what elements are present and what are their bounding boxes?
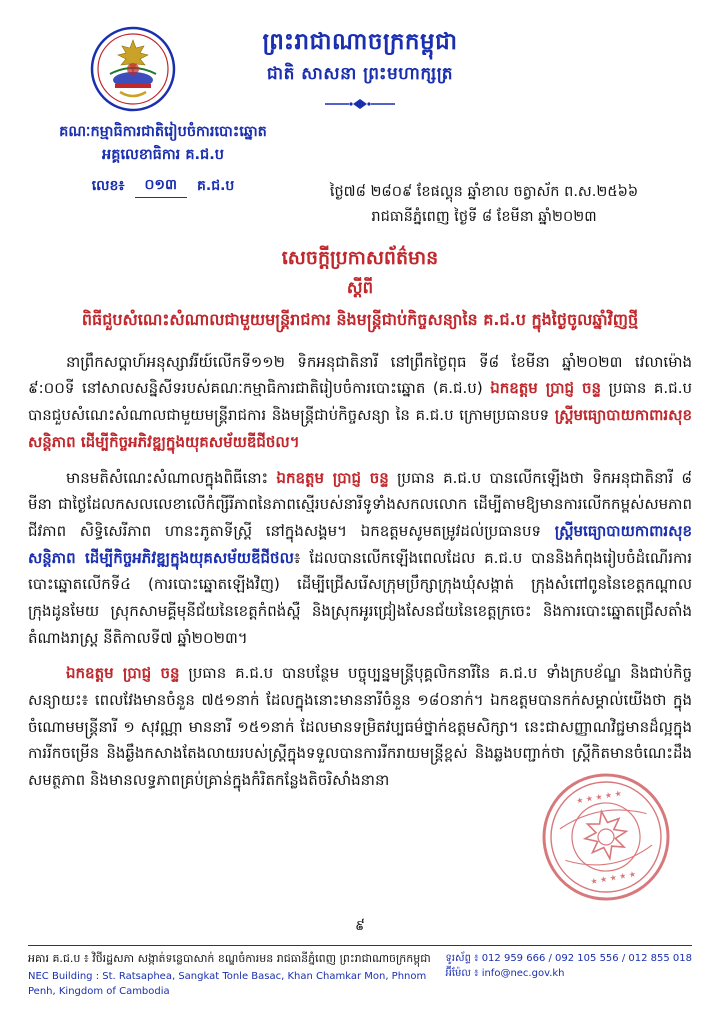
- body-paragraph: [28, 660, 692, 793]
- document-header: [28, 14, 692, 225]
- page-number: ៩: [355, 918, 365, 934]
- footer-divider: [28, 945, 692, 946]
- paragraph-text: នាព្រឹកសប្តាហ៍អនុស្សាវរីយ៍លើកទី១១២ ទិកអនុជាតិនារី នៅព្រឹកថ្ងៃពុធ ទី៨ ខែមីនា ឆ្នាំ២០២៣ វេលាម៉ោង ៩:០០ទី នៅសាលសន្និសីទរបស់គណៈកម្មាធិការជាតិរៀបចំការបោះឆ្នោត (គ.ជ.ប): [28, 352, 692, 398]
- paragraph-text: ប្រធាន គ.ជ.ប បានជួបសំណេះសំណាលជាមួយមន្ត្រីរាជការ និងមន្ត្រីជាប់កិច្ចសន្យា នៃ គ.ជ.ប ក្រោមប្រធានបទ: [28, 379, 692, 425]
- paragraph-text: ប្រធាន គ.ជ.ប បានលើកឡើងថា ទិកអនុជាតិនារី ៨ មីនា ជាថ្ងៃដែលកសលលេខាលើកំព្សីរីភាពនៃភាពស្មើរបស់នារីទូទាំងសកលលោក ដើម្បីតាមឱ្យមានការលើកកម្ពស់សមភាពជីវភាព សិទ្ធិសេរីភាព ហានះភូតាទីស្ត្រី នៅក្នុងសង្គម។ ឯកឧត្តមសូមតម្រូវដល់ប្រធានបទ: [28, 468, 693, 540]
- footer-phone: [446, 951, 692, 966]
- footer-phone-value: 012 959 666 / 092 105 556 / 012 855 018: [481, 952, 692, 964]
- emphasized-text: ឯកឧត្តម ប្រាជ្ញ ចន្ទ: [66, 664, 180, 683]
- national-motto: ជាតិ សាសនា ព្រះមហាក្សត្រ: [266, 63, 454, 84]
- document-number-label: លេខ៖: [91, 178, 125, 195]
- emphasized-text: ឯកឧត្តម ប្រាជ្ញ ចន្ទ: [490, 379, 602, 398]
- footer-email-value[interactable]: info@nec.gov.kh: [481, 967, 565, 979]
- document-number-row: [28, 175, 298, 198]
- footer-phone-label: ទូរស័ព្ទ ៖: [445, 952, 479, 964]
- paragraph-text: ប្រធាន គ.ជ.ប បានបន្ថែម បច្ចុប្បន្នមន្ត្រីបុគ្គលិកនារីនៃ គ.ជ.ប ទាំងក្របខ័ណ្ឌ និងជាប់កិច្ចសន្យាយះ៖ ពេលវែងមានចំនួន ៧៥១នាក់ ដែលក្នុងនោះមាននារីចំនួន ១៨០នាក់។ ឯកឧត្តមបានកក់សម្គាល់យើងថា ក្នុងចំណោមមន្ត្រីនារី ១ សុវណ្ណា មាននារី ១៥១នាក់ ដែលមានទម្រិតវប្បធម៌ថ្នាក់ឧត្តមសិក្សា។ នេះជាសញ្ញាណវិជ្ជមានដ៏ល្អក្នុងការរីកចម្រើន និងឆ្ងឹងកសាងតែងលាយរបស់ស្ត្រីក្នុងទទួលបានការរីករាយមន្ត្រីខ្ពស់ និងឆ្លងបញ្ជាក់ថា ស្ត្រីកិតមានចំណេះដឹង សមត្ថភាព និងមានលទ្ធភាពគ្រប់គ្រាន់ក្នុងកំរិតកន្លែងតិចរិសាំងនានា: [28, 664, 692, 790]
- divider-ornament-icon: [323, 95, 397, 107]
- issue-date-block: [294, 180, 674, 229]
- document-number-value: ០១៣: [135, 175, 187, 198]
- paragraph-text: មានមតិសំណេះសំណាលក្នុងពិធីនោះ: [66, 468, 277, 487]
- issuing-authority-block: [28, 122, 298, 198]
- document-footer: [28, 945, 692, 1000]
- document-subtitle: ស្តីពី: [346, 278, 374, 297]
- cambodia-nec-emblem-icon: [90, 26, 176, 112]
- unit-name: អគ្គលេខាធិការ គ.ជ.ប: [102, 147, 224, 164]
- svg-text:★ ★ ★ ★ ★: ★ ★ ★ ★ ★: [575, 788, 623, 806]
- kingdom-title: ព្រះរាជាណាចក្រកម្ពុជា: [262, 29, 458, 55]
- issue-date-gregorian: រាជធានីភ្នំពេញ ថ្ងៃទី ៨ ខែមីនា ឆ្នាំ២០២៣: [371, 208, 597, 225]
- document-number-suffix: គ.ជ.ប: [197, 178, 235, 195]
- footer-address-english: NEC Building : St. Ratsaphea, Sangkat Tonle Basac, Khan Chamkar Mon, Phnom Penh, Kingdom of Cambodia: [28, 971, 427, 997]
- svg-text:★ ★ ★ ★ ★: ★ ★ ★ ★ ★: [589, 869, 637, 887]
- footer-email: [446, 966, 692, 981]
- footer-address-khmer: អគារ គ.ជ.ប ៖ វិថីរដ្ឋសភា សង្កាត់ទន្លេបាសាក់ ខណ្ឌចំការមន រាជធានីភ្នំពេញ ព្រះរាជាណាចក្រកម្ពុជា: [28, 951, 431, 965]
- footer-email-label: អ៊ីម៉ែល ៖: [445, 967, 479, 979]
- emphasized-text: ស្ត្រីមធ្យោបាយកាពារសុខសន្តិភាព ដើម្បីកិច្ចអភិវឌ្ឍក្នុងយុគសម័យឌីជីថល: [28, 521, 692, 567]
- document-subject: ពិធីជួបសំណេះសំណាលជាមួយមន្ត្រីរាជការ និងមន្ត្រីជាប់កិច្ចសន្យានៃ គ.ជ.ប ក្នុងថ្ងៃចូលឆ្នាំវិញថ្មី: [81, 310, 639, 329]
- organization-name: គណៈកម្មាធិការជាតិរៀបចំការបោះឆ្នោត: [59, 124, 267, 140]
- emphasized-text: ស្ត្រីមធ្យោបាយកាពារសុខសន្តិភាព ដើម្បីកិច្ចអភិវឌ្ឍក្នុងយុគសម័យឌីជីថល។: [28, 406, 692, 451]
- paragraph-text: ៖ ដែលបានលើកឡើងពេលដែល គ.ជ.ប បាននិងកំពុងរៀបចំដំណើរការបោះឆ្នោតលើកទី៤ (ការបោះឆ្នោតឡើងវិញ) ដើម្បីជ្រើសរើសក្រុមប្រឹក្សាក្រុងឃុំសង្កាត់ ក្រុងសំពៅពូននៃខេត្តកណ្តាល ក្រុងដូនមែយ ស្រុកសាមគ្គីមុនីជ័យនៃខេត្តកំពង់ស្ពឺ និងស្រុកអូរជ្រៀងសែនជ័យនៃខេត្តក្រចេះ និងការបោះឆ្នោតជ្រើសតាំងតំណាងរាស្ត្រ នីតិកាលទី៧ ឆ្នាំ២០២៣។: [28, 548, 692, 647]
- body-paragraph: [28, 349, 692, 456]
- document-body: [28, 349, 692, 794]
- document-title-block: [28, 246, 692, 333]
- document-title: សេចក្តីប្រកាសព័ត៌មាន: [281, 247, 439, 269]
- issue-date-buddhist: ថ្ងៃ៧៨ ២៨០៩ ខែផល្គុន ឆ្នាំខាល ចត្វាស័ក ព.ស.២៥៦៦: [329, 184, 639, 200]
- emphasized-text: ឯកឧត្តម ប្រាជ្ញ ចន្ទ: [276, 468, 389, 487]
- body-paragraph: [28, 465, 692, 652]
